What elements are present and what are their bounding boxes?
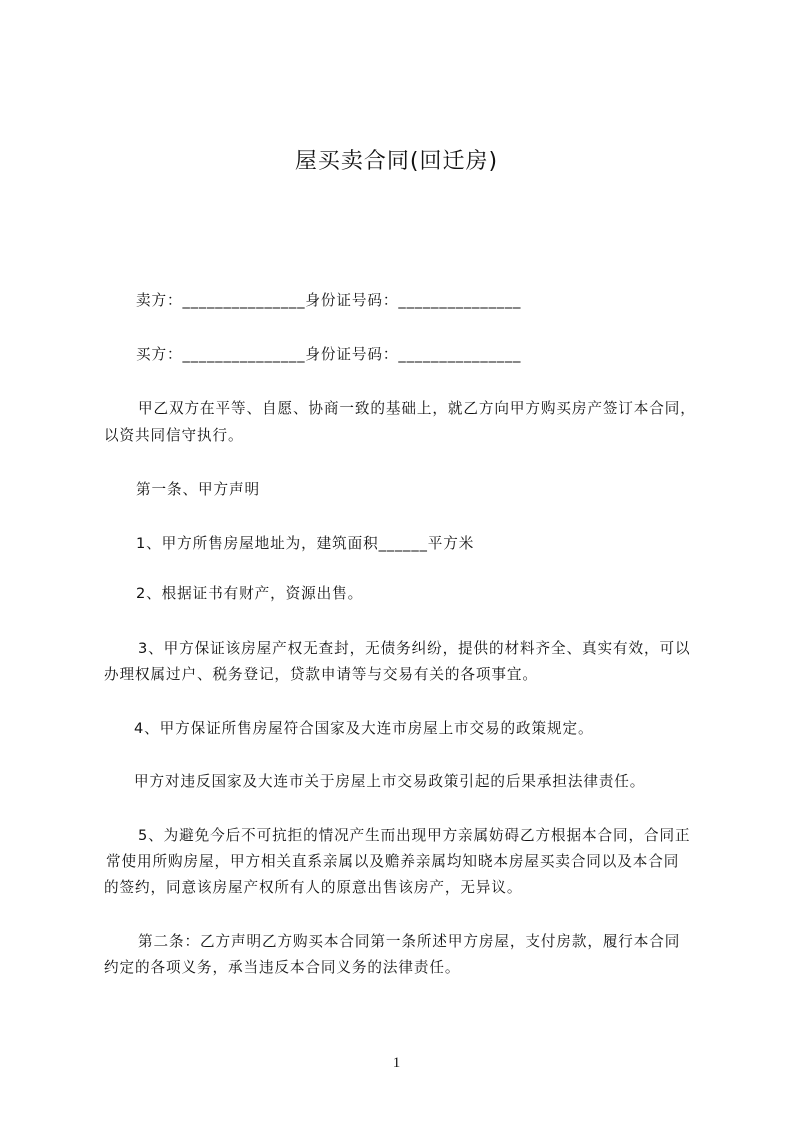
- item-3-line: 办理权属过户、税务登记，贷款申请等与交易有关的各项事宜。: [104, 666, 538, 683]
- document-title: 屋买卖合同(回迁房): [294, 149, 499, 174]
- seller-line: 卖方：_______________身份证号码：_______________: [136, 292, 522, 309]
- item-5-line: 常使用所购房屋，甲方相关直系亲属以及赡养亲属均知晓本房屋买卖合同以及本合同: [106, 853, 680, 870]
- article2-line: 约定的各项义务，承当违反本合同义务的法律责任。: [104, 959, 461, 976]
- liability-statement: 甲方对违反国家及大连市关于房屋上市交易政策引起的后果承担法律责任。: [134, 773, 646, 790]
- buyer-line: 买方：_______________身份证号码：_______________: [136, 346, 522, 363]
- page-number: 1: [392, 1055, 401, 1071]
- intro-line: 甲乙双方在平等、自愿、协商一致的基础上，就乙方向甲方购买房产签订本合同，: [138, 400, 696, 417]
- item-5-line: 的签约，同意该房屋产权所有人的原意出售该房产，无异议。: [104, 879, 523, 896]
- item-4: 4、甲方保证所售房屋符合国家及大连市房屋上市交易的政策规定。: [134, 720, 594, 737]
- item-2: 2、根据证书有财产，资源出售。: [136, 585, 364, 602]
- item-3-line: 3、甲方保证该房屋产权无查封，无债务纠纷，提供的材料齐全、真实有效，可以: [138, 640, 691, 657]
- item-1: 1、甲方所售房屋地址为，建筑面积______平方米: [136, 535, 475, 552]
- item-5-line: 5、为避免今后不可抗拒的情况产生而出现甲方亲属妨碍乙方根据本合同，合同正: [138, 827, 691, 844]
- article2-line: 第二条：乙方声明乙方购买本合同第一条所述甲方房屋，支付房款，履行本合同: [138, 933, 681, 950]
- article1-heading: 第一条、甲方声明: [136, 481, 260, 498]
- intro-line: 以资共同信守执行。: [104, 427, 244, 444]
